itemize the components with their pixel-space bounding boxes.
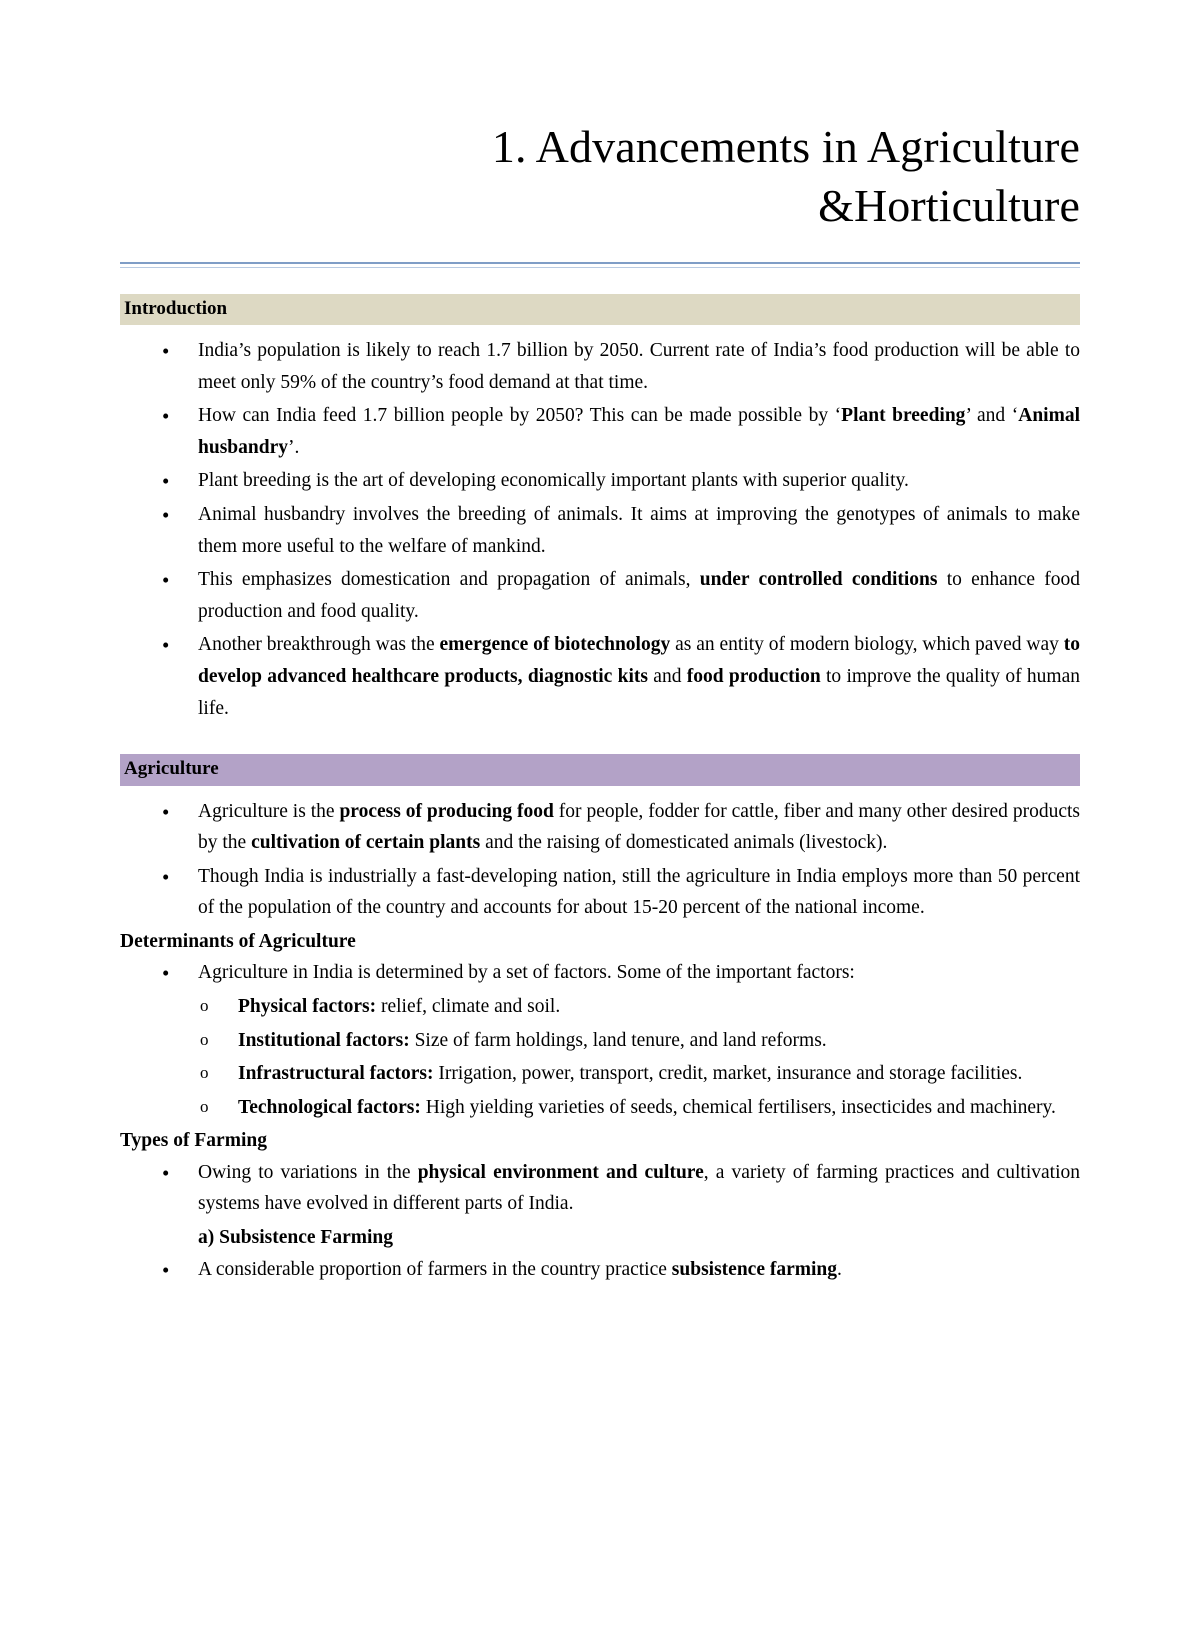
subheading-determinants-of-agriculture: Determinants of Agriculture: [120, 930, 356, 952]
body-text: Agriculture is the: [198, 800, 340, 822]
list-item: [120, 400, 1080, 463]
list-item: [120, 1025, 1080, 1057]
body-text: This emphasizes domestication and propagation of animals,: [198, 569, 700, 591]
list-item: [120, 796, 1080, 859]
list-item: [120, 991, 1080, 1023]
determinants-bullet-list: [120, 957, 1080, 989]
types-of-farming-bullet-list: [120, 1157, 1080, 1220]
introduction-body: [120, 335, 1080, 724]
emphasis-text: under controlled conditions: [699, 569, 938, 591]
body-text: and the raising of domesticated animals (livestock).: [480, 832, 888, 854]
list-item: [120, 564, 1080, 627]
body-text: Irrigation, power, transport, credit, market, insurance and storage facilities.: [433, 1063, 1023, 1085]
page-title-line-2: &Horticulture: [818, 179, 1080, 231]
section-header-agriculture-label: Agriculture: [124, 758, 219, 780]
body-text: High yielding varieties of seeds, chemical fertilisers, insecticides and machinery.: [420, 1096, 1056, 1118]
list-item: [120, 335, 1080, 398]
emphasis-text: emergence of biotechnology: [439, 634, 671, 656]
list-item: [120, 1092, 1080, 1124]
body-text: and: [648, 665, 687, 687]
emphasis-text: physical environment and culture: [417, 1161, 704, 1183]
body-text: Another breakthrough was the: [198, 634, 440, 656]
emphasis-text: Animal husbandry: [198, 405, 1080, 458]
page-title-line-1: 1. Advancements in Agriculture: [491, 121, 1080, 172]
emphasis-text: Infrastructural factors:: [238, 1063, 434, 1085]
emphasis-text: Institutional factors:: [238, 1029, 410, 1051]
section-header-introduction: [120, 294, 1080, 325]
page-title: [120, 0, 1080, 236]
list-item: [120, 861, 1080, 924]
emphasis-text: Technological factors:: [238, 1096, 421, 1118]
body-text: to improve the quality of human life.: [198, 665, 1080, 719]
section-header-introduction-label: Introduction: [124, 297, 228, 319]
subheading-types-of-farming: Types of Farming: [120, 1130, 267, 1152]
emphasis-text: Physical factors:: [238, 995, 377, 1017]
body-text: Animal husbandry involves the breeding of animals. It aims at improving the genotypes of animals to make them more useful to the welfare of mankind.: [198, 504, 1080, 557]
body-text: Owing to variations in the: [198, 1161, 418, 1183]
list-item: [120, 465, 1080, 497]
emphasis-text: to develop advanced healthcare products, diagnostic kits: [198, 634, 1081, 687]
list-item: [120, 629, 1080, 724]
subsistence-farming-bullet-list: [120, 1254, 1080, 1286]
list-item: [120, 1058, 1080, 1090]
determinants-sub-bullet-list: [120, 991, 1080, 1123]
body-text: A considerable proportion of farmers in the country practice: [198, 1258, 672, 1280]
list-item: [120, 1254, 1080, 1286]
body-text: India’s population is likely to reach 1.7 billion by 2050. Current rate of India’s food production will be able to meet only 59% of the country’s food demand at that time.: [198, 340, 1080, 393]
list-item: [120, 499, 1080, 562]
title-divider: [120, 262, 1080, 268]
introduction-bullet-list: [120, 335, 1080, 724]
body-text: relief, climate and soil.: [376, 995, 561, 1017]
emphasis-text: Plant breeding: [841, 405, 966, 427]
body-text: , a variety of farming practices and cultivation systems have evolved in different parts of India.: [198, 1161, 1080, 1215]
body-text: for people, fodder for cattle, fiber and many other desired products by the: [198, 800, 1080, 854]
list-item: [120, 1157, 1080, 1220]
body-text: Plant breeding is the art of developing economically important plants with superior quality.: [198, 470, 909, 492]
body-text: Size of farm holdings, land tenure, and land reforms.: [409, 1029, 827, 1051]
list-item: [120, 957, 1080, 989]
emphasis-text: cultivation of certain plants: [251, 832, 481, 854]
agriculture-bullet-list: [120, 796, 1080, 924]
body-text: to enhance food production and food quality.: [198, 569, 1080, 622]
section-header-agriculture: [120, 754, 1080, 785]
body-text: as an entity of modern biology, which paved way: [670, 634, 1064, 656]
body-text: ’.: [287, 436, 300, 458]
agriculture-body: [120, 796, 1080, 1286]
emphasis-text: subsistence farming: [671, 1258, 838, 1280]
body-text: Agriculture in India is determined by a set of factors. Some of the important factors:: [198, 962, 855, 984]
body-text: Though India is industrially a fast-developing nation, still the agriculture in India employs more than 50 percent of the population of the country and accounts for about 15-20 percent of the national income.: [198, 865, 1080, 919]
emphasis-text: food production: [686, 665, 821, 687]
body-text: How can India feed 1.7 billion people by 2050? This can be made possible by ‘: [198, 405, 842, 427]
body-text: ’ and ‘: [965, 405, 1019, 427]
emphasis-text: process of producing food: [339, 800, 554, 822]
body-text: .: [837, 1258, 842, 1280]
subheading-subsistence-farming: a) Subsistence Farming: [198, 1227, 393, 1249]
